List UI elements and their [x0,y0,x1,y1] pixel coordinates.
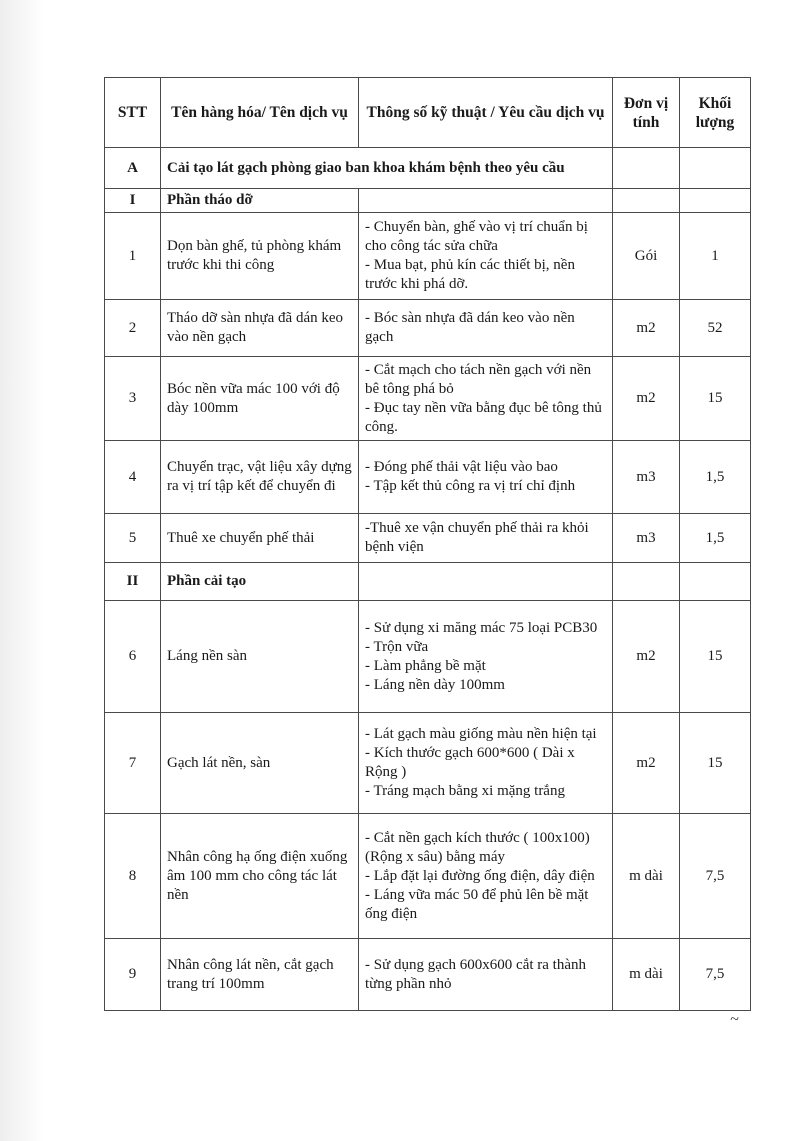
row-name: Chuyển trạc, vật liệu xây dựng ra vị trí tập kết để chuyển đi [161,441,359,514]
section-a-stt: A [105,148,161,189]
header-unit: Đơn vị tính [613,78,680,148]
section-row-a [105,148,751,189]
row-unit: m3 [613,514,680,563]
empty-cell [680,148,751,189]
table-row [105,213,751,300]
empty-cell [613,189,680,213]
table-row [105,441,751,514]
row-spec: - Sử dụng xi măng mác 75 loại PCB30 - Trộn vữa - Làm phẳng bề mặt - Láng nền dày 100mm [359,601,613,713]
row-name: Nhân công hạ ống điện xuống âm 100 mm cho công tác lát nền [161,814,359,939]
row-name: Bóc nền vữa mác 100 với độ dày 100mm [161,357,359,441]
section-row-2 [105,563,751,601]
row-qty: 7,5 [680,939,751,1011]
row-stt: 1 [105,213,161,300]
table-row [105,713,751,814]
row-stt: 7 [105,713,161,814]
row-spec: - Lát gạch màu giống màu nền hiện tại - Kích thước gạch 600*600 ( Dài x Rộng ) - Tráng mạch bằng xi mặng trắng [359,713,613,814]
row-unit: m dài [613,814,680,939]
row-stt: 5 [105,514,161,563]
section-row-1 [105,189,751,213]
row-stt: 6 [105,601,161,713]
row-name: Láng nền sàn [161,601,359,713]
row-unit: Gói [613,213,680,300]
row-spec: - Đóng phế thải vật liệu vào bao - Tập kết thủ công ra vị trí chỉ định [359,441,613,514]
row-unit: m2 [613,300,680,357]
header-qty: Khối lượng [680,78,751,148]
row-unit: m dài [613,939,680,1011]
row-spec: - Sử dụng gạch 600x600 cắt ra thành từng phần nhỏ [359,939,613,1011]
table-row [105,939,751,1011]
empty-cell [680,563,751,601]
row-qty: 1,5 [680,441,751,514]
empty-cell [359,189,613,213]
section-1-stt: I [105,189,161,213]
section-a-title: Cải tạo lát gạch phòng giao ban khoa khám bệnh theo yêu cầu [161,148,613,189]
row-qty: 52 [680,300,751,357]
table-row [105,357,751,441]
row-qty: 7,5 [680,814,751,939]
row-spec: - Cắt mạch cho tách nền gạch với nền bê tông phá bỏ - Đục tay nền vữa bằng đục bê tông thủ công. [359,357,613,441]
row-qty: 1,5 [680,514,751,563]
empty-cell [359,563,613,601]
header-stt: STT [105,78,161,148]
row-qty: 15 [680,713,751,814]
header-name: Tên hàng hóa/ Tên dịch vụ [161,78,359,148]
row-spec: -Thuê xe vận chuyển phế thải ra khỏi bệnh viện [359,514,613,563]
scan-shadow [0,0,44,1141]
row-spec: - Cắt nền gạch kích thước ( 100x100) (Rộng x sâu) bằng máy - Lắp đặt lại đường ống điện, dây điện - Láng vữa mác 50 để phủ lên bề mặt ống điện [359,814,613,939]
empty-cell [680,189,751,213]
table-row [105,601,751,713]
table-row [105,814,751,939]
table-row [105,514,751,563]
row-spec: - Bóc sàn nhựa đã dán keo vào nền gạch [359,300,613,357]
row-unit: m3 [613,441,680,514]
row-stt: 3 [105,357,161,441]
section-2-title: Phần cải tạo [161,563,359,601]
row-name: Gạch lát nền, sàn [161,713,359,814]
row-stt: 8 [105,814,161,939]
row-spec: - Chuyển bàn, ghế vào vị trí chuẩn bị cho công tác sửa chữa - Mua bạt, phủ kín các thiết bị, nền trước khi phá dỡ. [359,213,613,300]
row-name: Thuê xe chuyển phế thải [161,514,359,563]
row-name: Dọn bàn ghế, tủ phòng khám trước khi thi công [161,213,359,300]
row-stt: 9 [105,939,161,1011]
specification-table [104,77,751,1011]
row-qty: 15 [680,357,751,441]
section-1-title: Phần tháo dỡ [161,189,359,213]
section-2-stt: II [105,563,161,601]
row-qty: 1 [680,213,751,300]
table-row [105,300,751,357]
page-initial-mark: ~ [730,1011,739,1028]
header-spec: Thông số kỹ thuật / Yêu cầu dịch vụ [359,78,613,148]
row-stt: 4 [105,441,161,514]
row-name: Tháo dỡ sàn nhựa đã dán keo vào nền gạch [161,300,359,357]
row-unit: m2 [613,713,680,814]
row-qty: 15 [680,601,751,713]
row-stt: 2 [105,300,161,357]
row-name: Nhân công lát nền, cắt gạch trang trí 100mm [161,939,359,1011]
row-unit: m2 [613,357,680,441]
empty-cell [613,148,680,189]
empty-cell [613,563,680,601]
table-header-row [105,78,751,148]
row-unit: m2 [613,601,680,713]
